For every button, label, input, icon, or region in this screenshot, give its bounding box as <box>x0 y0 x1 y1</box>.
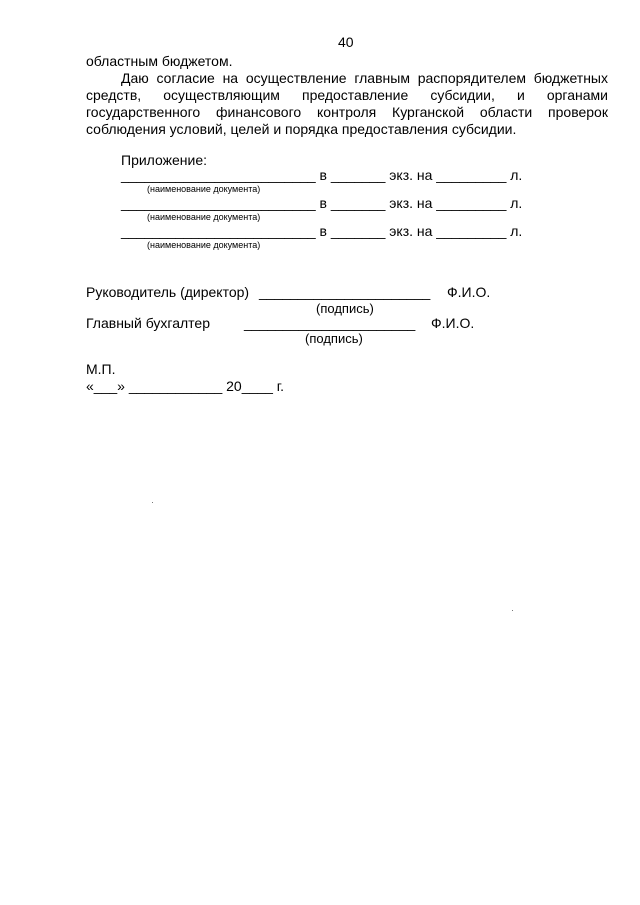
attachment-caption-1: (наименование документа) <box>147 184 261 194</box>
attachment-row-3: _________________________ в _______ экз. на _________ л. <box>121 223 523 239</box>
word: на <box>222 70 239 86</box>
date-line: «___» ____________ 20____ г. <box>86 378 285 394</box>
director-signature-line: ______________________ <box>259 284 431 300</box>
word: осуществление <box>245 70 347 86</box>
word: контроля <box>317 104 377 120</box>
stamp-mp: М.П. <box>86 361 116 377</box>
word: и <box>516 87 525 103</box>
paragraph-line-3 <box>86 104 608 121</box>
word: распорядителем <box>417 70 526 86</box>
paragraph-line-4: соблюдения условий, целей и порядка предоставления субсидии. <box>86 121 517 137</box>
director-label: Руководитель (директор) <box>86 284 250 300</box>
accountant-signature-caption: (подпись) <box>305 331 363 346</box>
word: согласие <box>156 70 215 86</box>
page-number: 40 <box>338 34 354 50</box>
word: области <box>479 104 533 120</box>
word: органами <box>546 87 608 103</box>
scan-speck <box>512 610 513 611</box>
paragraph-line-1 <box>121 70 608 87</box>
word: государственного <box>86 104 201 120</box>
word: Курганской <box>392 104 465 120</box>
director-signature-caption: (подпись) <box>316 301 374 316</box>
attachment-row-1: _________________________ в _______ экз. на _________ л. <box>121 167 523 183</box>
word: предоставление <box>302 87 409 103</box>
paragraph-line-0: областным бюджетом. <box>86 53 233 69</box>
word: проверок <box>548 104 608 120</box>
word: финансового <box>216 104 302 120</box>
attachments-heading: Приложение: <box>121 152 208 168</box>
attachment-row-2: _________________________ в _______ экз. на _________ л. <box>121 195 523 211</box>
attachment-caption-2: (наименование документа) <box>147 212 261 222</box>
word: Даю <box>121 70 149 86</box>
scan-speck <box>152 502 153 503</box>
word: субсидии, <box>430 87 495 103</box>
word: главным <box>354 70 410 86</box>
accountant-label: Главный бухгалтер <box>86 315 210 331</box>
paragraph-line-2 <box>86 87 608 104</box>
attachment-caption-3: (наименование документа) <box>147 240 261 250</box>
word: осуществляющим <box>163 87 280 103</box>
word: бюджетных <box>533 70 608 86</box>
accountant-signature-line: ______________________ <box>244 315 416 331</box>
director-fio: Ф.И.О. <box>447 284 491 300</box>
accountant-fio: Ф.И.О. <box>431 315 475 331</box>
word: средств, <box>86 87 142 103</box>
